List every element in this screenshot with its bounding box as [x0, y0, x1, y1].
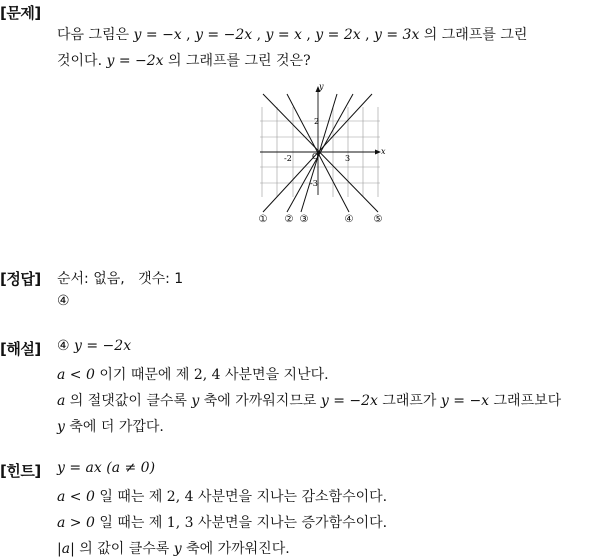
answer-summary: 순서: 없음, 갯수: 1: [57, 271, 184, 287]
choice-marker-1: ①: [258, 214, 268, 225]
tick-label-x-3: 3: [345, 154, 351, 163]
line-3: [301, 94, 337, 212]
tick-label-y-2: 2: [314, 117, 320, 126]
problem-line-1: 다음 그림은 y = −x , y = −2x , y = x , y = 2x , y = 3x 의 그래프를 그린: [57, 27, 528, 43]
origin-label: O: [312, 152, 319, 161]
explanation-label: [해설]: [0, 340, 41, 358]
explanation-line-2: a < 0 이기 때문에 제 2, 4 사분면을 지난다.: [57, 367, 329, 383]
answer-label: [정답]: [0, 270, 41, 288]
x-axis-label: x: [381, 147, 386, 156]
tick-label-x-neg2: -2: [284, 154, 292, 163]
hint-line-2: a < 0 일 때는 제 2, 4 사분면을 지나는 감소함수이다.: [57, 489, 388, 505]
line-2: [287, 94, 353, 212]
explanation-line-3: a 의 절댓값이 클수록 y 축에 가까워지므로 y = −2x 그래프가 y = −x 그래프보다: [57, 393, 562, 409]
line-graph: [255, 80, 390, 230]
problem-label: [문제]: [0, 4, 41, 22]
choice-markers: [259, 214, 383, 225]
hint-line-4: |a| 의 값이 클수록 y 축에 가까워진다.: [57, 541, 290, 557]
y-axis-label: y: [319, 82, 324, 91]
hint-line-3: a > 0 일 때는 제 1, 3 사분면을 지나는 증가함수이다.: [57, 515, 388, 531]
answer-choice: ④: [57, 293, 70, 309]
explanation-line-1: ④ y = −2x: [57, 338, 132, 354]
choice-marker-2: ②: [284, 214, 294, 225]
explanation-line-4: y 축에 더 가깝다.: [57, 419, 164, 435]
tick-label-y-neg3: -3: [310, 179, 318, 188]
hint-label: [힌트]: [0, 462, 41, 480]
problem-line-2: 것이다. y = −2x 의 그래프를 그린 것은?: [57, 53, 311, 69]
choice-marker-4: ④: [344, 214, 354, 225]
choice-marker-5: ⑤: [373, 214, 383, 225]
hint-line-1: y = ax (a ≠ 0): [57, 460, 156, 476]
graph-lines: [263, 94, 378, 212]
choice-marker-3: ③: [299, 214, 309, 225]
